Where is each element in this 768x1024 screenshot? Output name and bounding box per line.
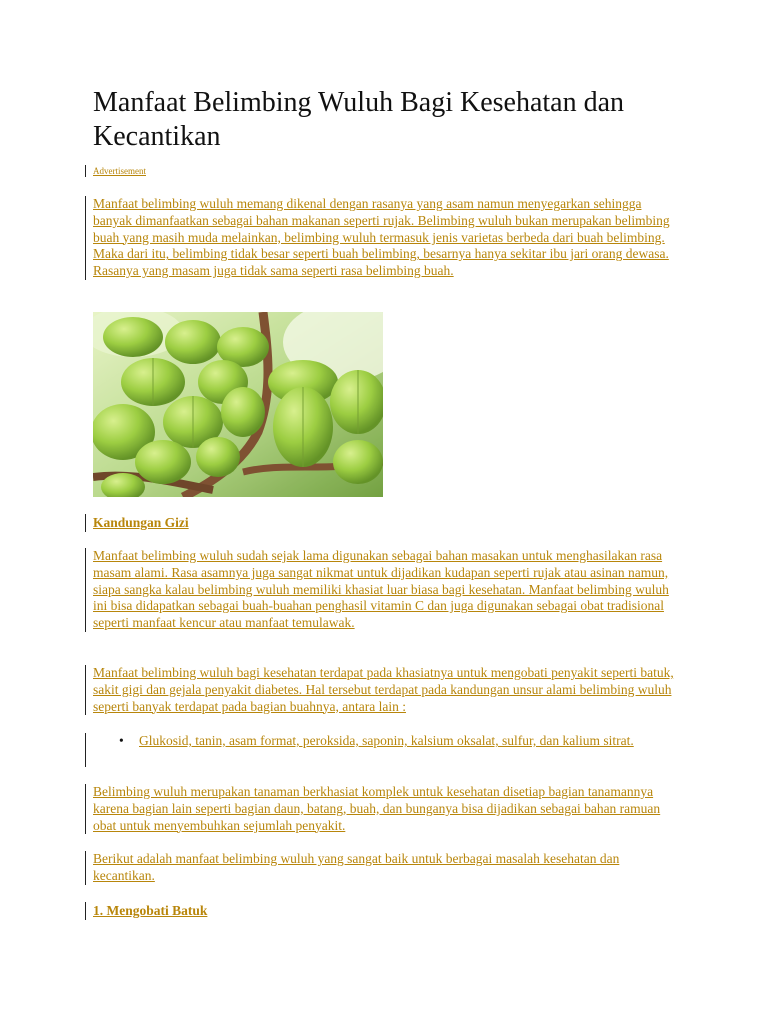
advertisement-block[interactable]: [93, 165, 683, 177]
section-heading-block[interactable]: [93, 514, 683, 532]
intro-block[interactable]: [93, 196, 683, 280]
advertisement-link[interactable]: Advertisement: [93, 166, 146, 176]
left-rule: [85, 548, 86, 632]
left-rule: [85, 851, 86, 885]
left-rule: [85, 665, 86, 715]
paragraph-nutrition-2[interactable]: Manfaat belimbing wuluh bagi kesehatan terdapat pada khasiatnya untuk mengobati penyakit seperti batuk, sakit gigi dan gejala penyakit diabetes. Hal tersebut terdapat pada kandungan unsur alami belimbing wuluh seperti banyak terdapat pada bagian buahnya, antara lain :: [93, 665, 674, 714]
left-rule: [85, 784, 86, 834]
section-heading-mengobati-batuk[interactable]: 1. Mengobati Batuk: [93, 903, 208, 918]
page-title: Manfaat Belimbing Wuluh Bagi Kesehatan dan Kecantikan: [93, 87, 625, 152]
paragraph-nutrition-4[interactable]: Berikut adalah manfaat belimbing wuluh yang sangat baik untuk berbagai masalah kesehatan dan kecantikan.: [93, 851, 620, 883]
nutrient-list: [119, 733, 679, 750]
left-rule: [85, 165, 86, 177]
intro-paragraph[interactable]: Manfaat belimbing wuluh memang dikenal dengan rasanya yang asam namun menyegarkan sehingga banyak dimanfaatkan sebagai bahan makanan seperti rujak. Belimbing wuluh bukan merupakan belimbing buah yang masih muda melainkan, belimbing wuluh termasuk jenis varietas berbeda dari buah belimbing. Maka dari itu, belimbing tidak besar seperti buah belimbing, besarnya hanya sekitar ibu jari orang dewasa. Rasanya yang masam juga tidak sama seperti rasa belimbing buah.: [93, 196, 670, 279]
paragraph-nutrition-1[interactable]: Manfaat belimbing wuluh sudah sejak lama digunakan sebagai bahan masakan untuk menghasilakan rasa masam alami. Rasa asamnya juga sangat nikmat untuk dijadikan kudapan seperti rujak atau asinan namun, siapa sangka kalau belimbing wuluh memiliki khasiat luar biasa bagi kesehatan. Manfaat belimbing wuluh ini bisa didapatkan sebagai buah-buahan penghasil vitamin C dan juga digunakan sebagai obat tradisional seperti manfaat kencur atau manfaat temulawak.: [93, 548, 669, 631]
section-heading-block[interactable]: [93, 902, 683, 920]
paragraph-block[interactable]: [93, 665, 683, 715]
paragraph-nutrition-3[interactable]: Belimbing wuluh merupakan tanaman berkhasiat komplek untuk kesehatan disetiap bagian tanamannya karena bagian lain seperti bagian daun, batang, buah, dan bunganya bisa dijadikan sebagai bahan ramuan obat untuk menyembuhkan sejumlah penyakit.: [93, 784, 661, 833]
left-rule: [85, 196, 86, 280]
paragraph-block[interactable]: [93, 784, 683, 834]
section-heading-kandungan-gizi[interactable]: Kandungan Gizi: [93, 515, 189, 530]
paragraph-block[interactable]: [93, 851, 683, 885]
bullet-icon: •: [119, 733, 124, 748]
paragraph-block[interactable]: [93, 548, 683, 632]
list-item[interactable]: [119, 733, 679, 750]
left-rule: [85, 733, 86, 767]
belimbing-wuluh-photo: [93, 312, 383, 497]
left-rule: [85, 902, 86, 920]
left-rule: [85, 514, 86, 532]
list-item-text[interactable]: Glukosid, tanin, asam format, peroksida, saponin, kalsium oksalat, sulfur, dan kalium sitrat.: [139, 733, 634, 748]
